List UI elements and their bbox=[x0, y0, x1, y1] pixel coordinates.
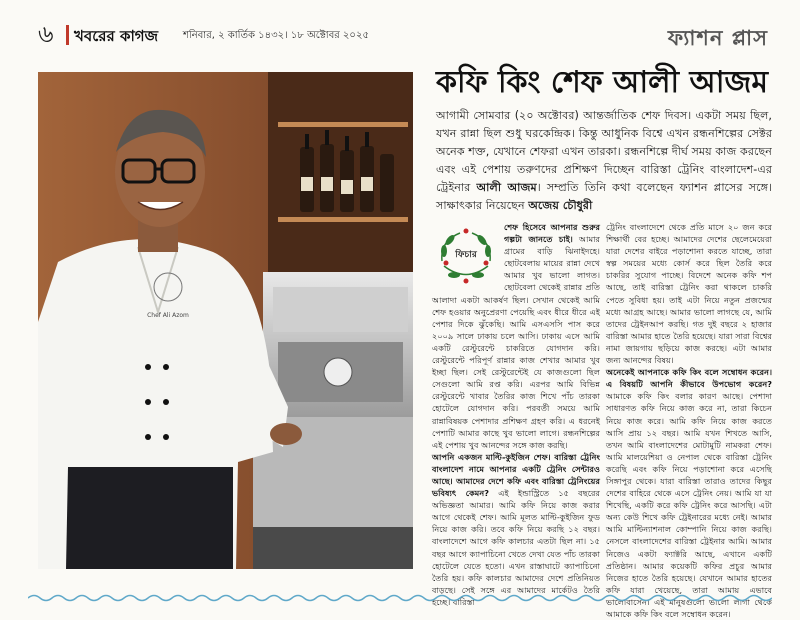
article-column-2 bbox=[606, 221, 772, 620]
publication-name: খবরের কাগজ bbox=[74, 27, 159, 45]
feature-label: ফিচার bbox=[455, 250, 477, 260]
question-2: আপনি একজন মাল্টি-কুইজিন শেফ। বারিস্তা ট্রেনিং বাংলাদেশ নামে আপনার একটি ট্রেনিং সেন্টারও আছে। আমাদের দেশে কফি এবং বারিস্তা ট্রেনিংয়ের ভবিষ্যৎ কেমন? bbox=[432, 451, 600, 499]
feature-badge bbox=[432, 221, 500, 291]
page-header bbox=[38, 22, 768, 50]
answer-2-continued: ট্রেনিং বাংলাদেশে থেকে প্রতি মাসে ২০ জন করে শিক্ষার্থী বের হচ্ছে। আমাদের দেশের ছেলেমেয়েরা যারা দেশের বাইরে পড়াশোনা করতে যাচ্ছে, তারা স্বল্প সময়ের মধ্যে কোর্স করে ছিল তৈরি করে চাকরির সুযোগ পাচ্ছে। বিদেশে অনেক কফি শপ আছে, তাই বারিস্তা ট্রেনিং করা থাকলে চাকরি পেতে সুবিধা হয়। তাই এটা নিয়ে নতুন প্রজন্মের মধ্যে আগ্রহ আছে। আমার ভালো লাগছে যে, আমি তাদের ট্রেইনআপ করছি। গত দুই বছরে ২ হাজার বারিস্তা আমার হাতে তৈরি হয়েছে। যারা সারা বিশ্বের নামা জায়গায় ছড়িয়ে কাজ করছে। এটা আমার জন্য আনন্দের বিষয়। bbox=[606, 222, 772, 366]
answer-2: এই ইন্ডাস্ট্রিতে ১৫ বছরের অভিজ্ঞতা আমার। আমি কফি নিয়ে কাজ করার আগে থেকেই শেফ। আমি মূলত মাল্টি-কুইজিন ফুড নিয়ে কাজ করি। তবে কফি নিয়ে করছি ১২ বছর। বাংলাদেশে আগে কফি কালচার এতটা ছিল না। ১৫ বছর আগে ক্যাপাচিনো খেতে দেখা যেত পাঁচ তারকা হোটেলে যেতে হতো। এখন রাস্তাঘাটে ক্যাপাচিনো তৈরি হয়। কফি কালচার আমাদের দেশে প্রতিনিয়ত বাড়ছে। সেই সঙ্গে এর আমাদের মার্কেটও তৈরি হচ্ছে। বারিস্তা bbox=[432, 488, 600, 607]
answer-1: আমার গ্রামের বাড়ি ঝিনাইদহে। ছোটবেলায় মায়ের রান্না দেখে আমার খুব ভালো লাগত। ছোটবেলা থেকেই রান্নার প্রতি আলাদা একটা আকর্ষণ ছিল। সেখান থেকেই আমি শেফ হওয়ার অনুপ্রেরণা পেয়েছি এবং ধীরে ধীরে এই পেশার দিকে ঝুঁকেছি। আমি এসএসসি পাস করে ২০০৯ সালে ঢাকায় চলে আসি। ঢাকায় এসে আমি একটি রেস্টুরেন্টে চাকরিতে যোগদান করি। রেস্টুরেন্টে পরিপূর্ণ রান্নার কাজ শেখার আমার খুব ইচ্ছা ছিল। সেই রেস্টুরেন্টেই যে কাজগুলো ছিল সেগুলো আমি রপ্ত করি। এরপর আমি বিভিন্ন রেস্টুরেন্টে খাবার তৈরির কাজ শিখে পাঁচ তারকা হোটেলে যোগদান করি। পরবর্তী সময়ে আমি রান্নাবিষয়ক পেশাদার প্রশিক্ষণ গ্রহণ করি। এ ধরনেই পেশাটি আমার কাছে খুব ভালো লাগে। রন্ধনশিল্পের এই পেশায় খুব আনন্দের সঙ্গে কাজ করছি। bbox=[432, 234, 600, 450]
question-3: অনেকেই আপনাকে কফি কিং বলে সম্বোধন করেন। এ বিষয়টি আপনি কীভাবে উপভোগ করেন? bbox=[606, 367, 772, 390]
question-1: শেফ হিসেবে আপনার শুরুর গল্পটা জানতে চাই। bbox=[504, 222, 600, 245]
article-headline: কফি কিং শেফ আলী আজম bbox=[436, 65, 769, 100]
intro-text-2: । সম্প্রতি তিনি কথা বলেছেন ফ্যাশন প্লাসের সঙ্গে। সাক্ষাৎকার নিয়েছেন bbox=[436, 181, 772, 212]
bottom-wave-rule bbox=[28, 588, 772, 598]
answer-3: আমাকে কফি কিং বলার কারণ আছে। পেশাদা সাধারণত কফি নিয়ে কাজ করে না, তারা কিচেন নিয়ে কাজ করে। আমি কফি নিয়ে কাজ করতে আসি প্রায় ১২ বছর। আমি যখন শিখতে আসি, তখন আমি বাংলাদেশের মোটামুটি নামকরা শেফ। আমি মালয়েশিয়া ও নেপাল থেকে বারিস্তা ট্রেনিং করেছি এবং কফি নিয়ে পড়াশোনা করে এসেছি সিঙ্গাপুর থেকে। যারা বারিস্তা তারাও তাদের কিছুর দেশের বাহিরে থেকে এসে ট্রেনিং নেয়। আমি যা যা শিখেছি, একটি করে কফি ট্রেনিং করে আসছি। এটা অন্য কেউ শিখে কফি ট্রেইনারের মধ্যে নেই। আমার আমি মাল্টিন্যাশনাল কোম্পানি নিয়ে কাজ করছি। নেসলে বাংলাদেশের বারিস্তা ট্রেইনার আমি। আমার নিজেও একটা ফ্যাক্টরি আছে, এখানে একটি প্রতিষ্ঠান। আমার কয়েকটি কফির প্রচুর আমার নিজের হাতে তৈরি হয়েছে। যেখানে আমার হাতের কফি যারা খেয়েছে, তারা আমায় এভাবে ভালোবাসেন। এই মানুষগুলো ভালো লাগা থেকে আমাকে কফি কিং বলে সম্বোধন করেন। bbox=[606, 391, 772, 619]
section-title: ফ্যাশন প্লাস bbox=[667, 26, 768, 50]
dateline: শনিবার, ২ কার্তিক ১৪৩২। ১৮ অক্টোবর ২০২৫ bbox=[183, 30, 369, 41]
chef-photo bbox=[38, 72, 413, 569]
page-number: ৬ bbox=[38, 20, 54, 48]
interviewer-name: অজেয় চৌধুরী bbox=[528, 199, 593, 212]
intro-text: আগামী সোমবার (২০ অক্টোবর) আন্তর্জাতিক শেফ দিবস। একটা সময় ছিল, যখন রান্না ছিল শুধু ঘরকেন্দ্রিক। কিন্তু আধুনিক বিশ্বে এখন রন্ধনশিল্পের সেক্টর অনেক শক্ত, যেখানে শেফরা এখন তারকা। রন্ধনশিল্পে দীর্ঘ সময় কাজ করছেন এবং এই পেশায় তরুণদের প্রশিক্ষণ দিচ্ছেন বারিস্তা ট্রেনিং বাংলাদেশ-এর ট্রেইনার bbox=[436, 109, 772, 194]
intro-name: আলী আজম bbox=[476, 181, 537, 194]
brand-divider bbox=[66, 25, 69, 45]
article-column-1 bbox=[432, 221, 600, 608]
apron-embroidery: Chef Ali Azom bbox=[147, 312, 189, 319]
article-intro bbox=[436, 107, 772, 215]
